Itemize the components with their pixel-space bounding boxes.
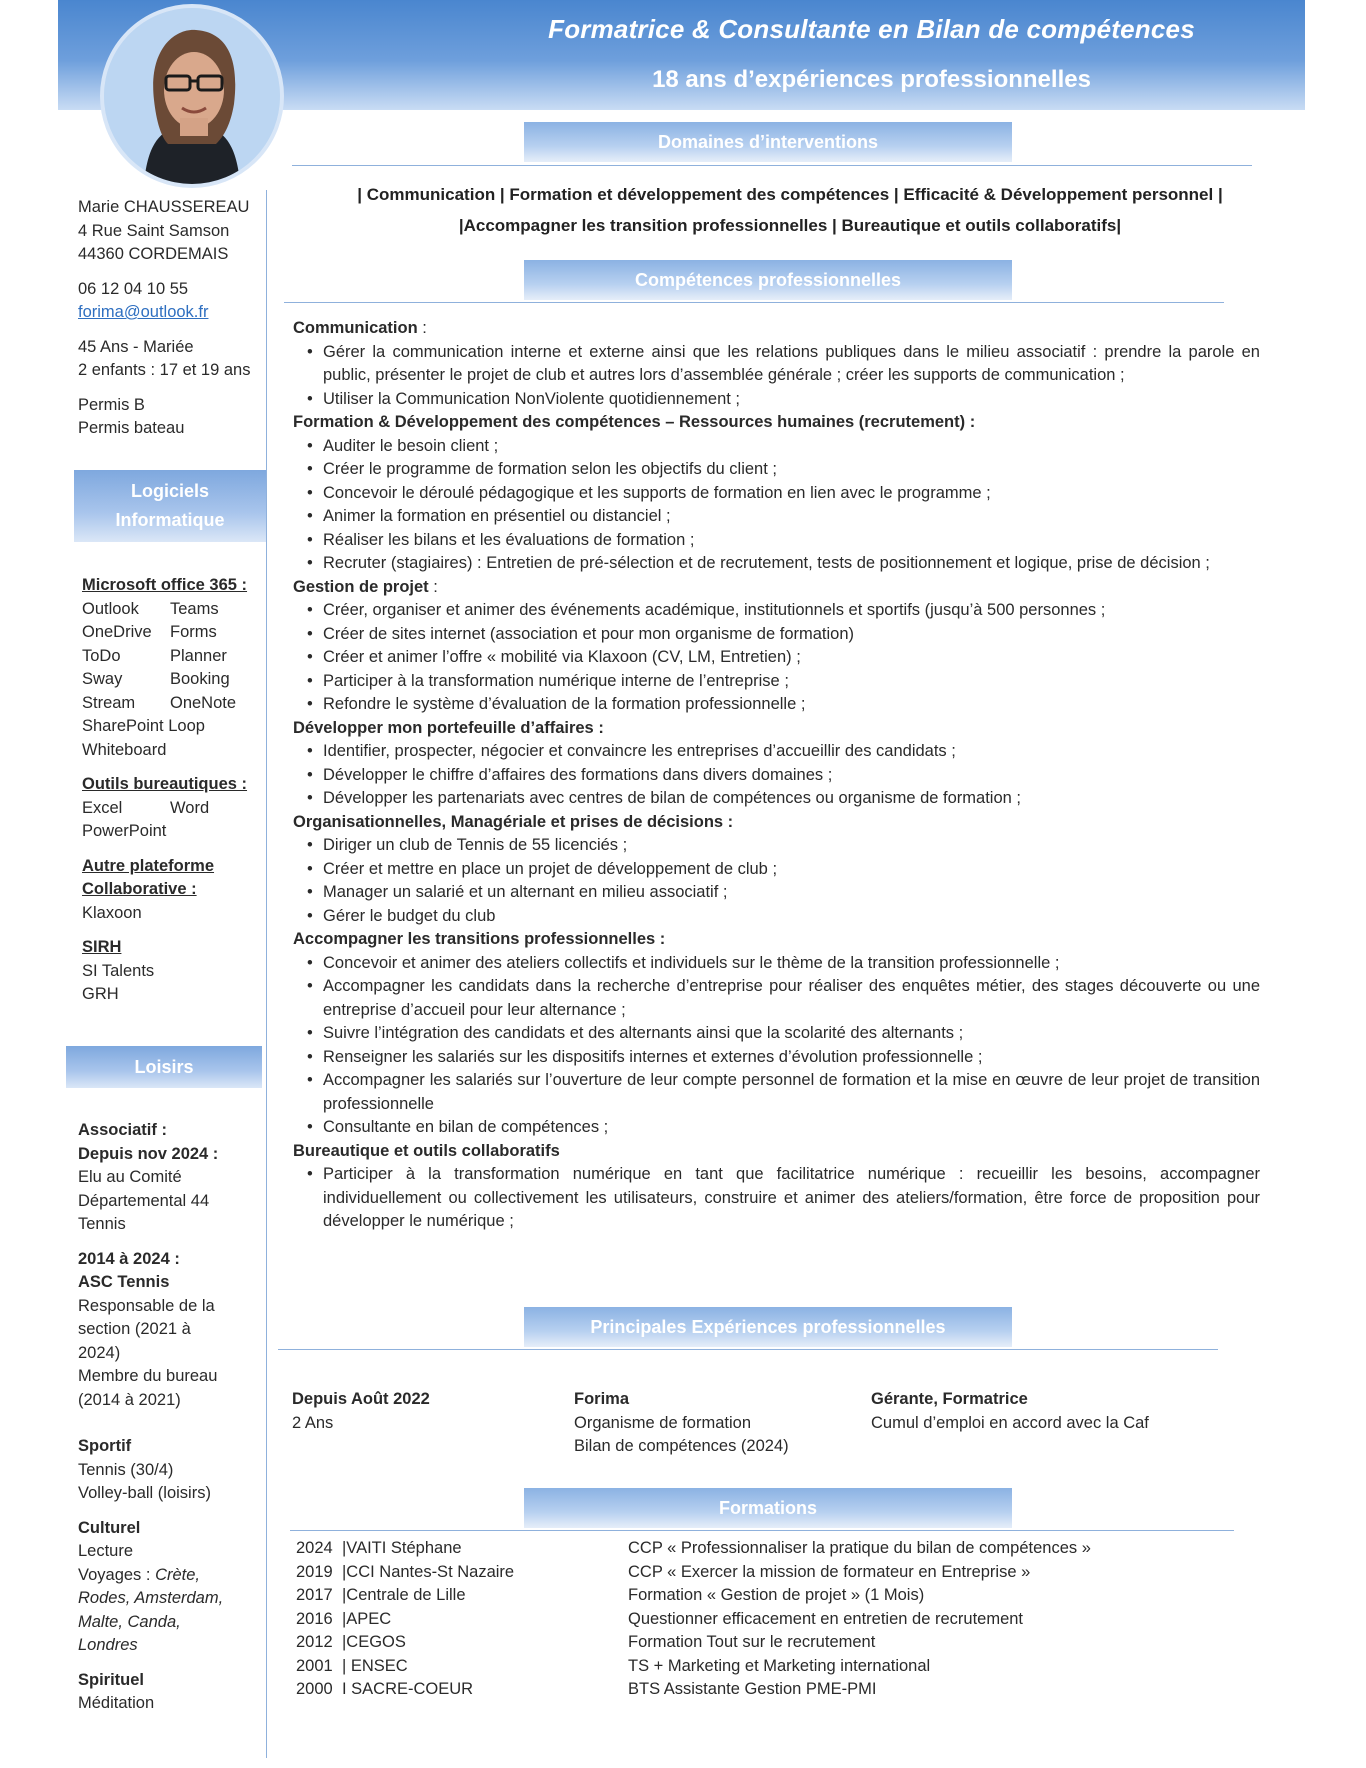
skill-category	[293, 576, 1260, 600]
skill-category	[293, 811, 1260, 835]
software-item: Planner	[170, 646, 227, 665]
experience-role: Gérante, Formatrice	[871, 1390, 1028, 1408]
formation-school: |APEC	[342, 1609, 392, 1628]
experience-role-detail: Cumul d’emploi en accord avec la Caf	[871, 1413, 1149, 1432]
software-item: GRH	[82, 985, 119, 1003]
sport-title: Sportif	[78, 1437, 132, 1455]
spirit-title: Spirituel	[78, 1670, 145, 1689]
formation-title: CCP « Exercer la mission de formateur en Entreprise »	[628, 1562, 1031, 1581]
skill-items	[293, 952, 1260, 1140]
formation-year: 2012	[296, 1633, 333, 1651]
skill-item: • Créer le programme de formation selon les objectifs du client ;	[323, 458, 1260, 482]
skill-item: • Manager un salarié et un alternant en milieu associatif ;	[323, 881, 1260, 905]
skill-items	[293, 1163, 1260, 1234]
skill-category-title: Accompagner les transitions professionnelles :	[293, 930, 666, 948]
leisure-line: Méditation	[78, 1694, 155, 1712]
software-item: Outlook	[82, 599, 139, 618]
contact-city: 44360 CORDEMAIS	[78, 245, 229, 263]
skill-item: • Animer la formation en présentiel ou distanciel ;	[323, 505, 1260, 529]
skill-category	[293, 1140, 1260, 1164]
formation-school: |CCI Nantes-St Nazaire	[342, 1562, 515, 1581]
skill-item: • Suivre l’intégration des candidats et des alternants ainsi que la scolarité des alternants ;	[323, 1022, 1260, 1046]
formation-school: |Centrale de Lille	[342, 1586, 466, 1604]
experience-company: Forima	[574, 1390, 630, 1408]
software-item: Klaxoon	[82, 903, 142, 922]
domains-heading: Domaines d’interventions	[524, 122, 1012, 162]
formation-title: TS + Marketing et Marketing international	[628, 1656, 931, 1675]
experience-rule	[278, 1349, 1218, 1350]
leisure-line: Lecture	[78, 1542, 134, 1560]
skill-item: • Auditer le besoin client ;	[323, 435, 1260, 459]
skill-category-title: Formation & Développement des compétences – Ressources humaines (recrutement) :	[293, 413, 976, 431]
software-block	[82, 574, 272, 1007]
skill-item: • Refondre le système d’évaluation de la formation professionnelle ;	[323, 693, 1260, 717]
leisure-line: Départemental 44	[78, 1191, 210, 1210]
avatar	[100, 4, 284, 188]
formation-year: 2001	[296, 1656, 333, 1675]
skill-category-suffix: :	[417, 319, 427, 337]
leisure-line: Rodes, Amsterdam,	[78, 1589, 224, 1607]
skills-list	[293, 317, 1260, 1234]
leisure-line: Malte, Canda,	[78, 1612, 181, 1631]
software-heading-line2: Informatique	[115, 510, 225, 530]
formation-row	[296, 1537, 1091, 1561]
contact-block	[78, 196, 268, 441]
skill-items	[293, 599, 1260, 717]
formation-school: I SACRE-COEUR	[342, 1680, 474, 1698]
portrait-illustration	[104, 8, 280, 184]
formation-title: BTS Assistante Gestion PME-PMI	[628, 1680, 877, 1698]
skill-item: • Accompagner les candidats dans la recherche d’entreprise pour réaliser des enquêtes métier, des stages découverte ou une entreprise d’accueil pour leur alternance ;	[323, 975, 1260, 1022]
ms-office-grid	[82, 598, 272, 716]
email-link[interactable]: forima@outlook.fr	[78, 303, 209, 321]
skills-rule	[284, 302, 1224, 303]
leisure-line	[78, 1564, 268, 1588]
skill-item: • Créer et animer l’offre « mobilité via Klaxoon (CV, LM, Entretien) ;	[323, 646, 1260, 670]
experience-date: Depuis Août 2022	[292, 1390, 430, 1408]
domains-line-2: |Accompagner les transition professionnelles | Bureautique et outils collaboratifs|	[458, 216, 1122, 235]
formation-title: Formation « Gestion de projet » (1 Mois)	[628, 1586, 925, 1604]
formation-row	[296, 1678, 1091, 1702]
skill-category-title: Communication	[293, 319, 418, 337]
software-item: Booking	[170, 670, 230, 688]
formation-title: Questionner efficacement en entretien de recrutement	[628, 1609, 1024, 1628]
software-item: Word	[170, 798, 210, 817]
skill-category	[293, 717, 1260, 741]
formation-school: |CEGOS	[342, 1633, 406, 1651]
software-item: Teams	[170, 599, 219, 618]
skill-category	[293, 928, 1260, 952]
domains-line-1: | Communication | Formation et développement des compétences | Efficacité & Développement personnel |	[357, 185, 1223, 204]
software-item: PowerPoint	[82, 822, 167, 840]
ms-office-title: Microsoft office 365 :	[82, 576, 248, 594]
software-item: SI Talents	[82, 961, 155, 980]
leisure-line: Responsable de la	[78, 1296, 215, 1315]
formation-row	[296, 1631, 1091, 1655]
software-item: Whiteboard	[82, 740, 167, 759]
assoc-since: Depuis nov 2024 :	[78, 1144, 219, 1163]
skill-items	[293, 435, 1260, 576]
software-item: ToDo	[82, 646, 121, 665]
skill-item: • Participer à la transformation numérique interne de l’entreprise ;	[323, 670, 1260, 694]
skill-items	[293, 834, 1260, 928]
skill-item: • Utiliser la Communication NonViolente quotidiennement ;	[323, 388, 1260, 412]
skill-item: • Créer, organiser et animer des événements académique, institutionnels et sportifs (jusqu’à 500 personnes ;	[323, 599, 1260, 623]
software-item: Forms	[170, 623, 217, 641]
formation-year: 2016	[296, 1609, 333, 1628]
skill-item: • Participer à la transformation numérique en tant que facilitatrice numérique : recueillir les besoins, accompagner individuellement ou collectivement les utilisateurs, construire et animer des ateliers/formation, être force de proposition pour développer le numérique ;	[323, 1163, 1260, 1234]
club-name: ASC Tennis	[78, 1273, 170, 1291]
experience-duration: 2 Ans	[292, 1413, 334, 1432]
leisure-line: 2024)	[78, 1343, 121, 1362]
skill-category-suffix: :	[428, 577, 438, 596]
skill-item: • Accompagner les salariés sur l’ouverture de leur compte personnel de formation et la mise en œuvre de leur projet de transition professionnelle	[323, 1069, 1260, 1116]
assoc-title: Associatif :	[78, 1121, 167, 1139]
experience-company-type: Organisme de formation	[574, 1413, 751, 1432]
formations-rule	[290, 1530, 1234, 1531]
collab-title-line1: Autre plateforme	[82, 856, 215, 875]
skill-category-title: Organisationnelles, Managériale et prises de décisions :	[293, 812, 734, 831]
software-item: OneDrive	[82, 623, 152, 641]
software-item: SharePoint Loop	[82, 717, 205, 735]
formation-year: 2019	[296, 1562, 333, 1581]
skill-item: • Renseigner les salariés sur les dispositifs internes et externes d’évolution professionnelle ;	[323, 1046, 1260, 1070]
formation-row	[296, 1584, 1091, 1608]
leisure-line: Tennis (30/4)	[78, 1460, 174, 1479]
experience-role-block	[871, 1388, 1149, 1435]
skill-category	[293, 317, 1260, 341]
sirh-title: SIRH	[82, 938, 122, 956]
skill-items	[293, 341, 1260, 412]
formation-year: 2000	[296, 1680, 333, 1698]
contact-street: 4 Rue Saint Samson	[78, 221, 230, 240]
skill-item: • Réaliser les bilans et les évaluations de formation ;	[323, 529, 1260, 553]
culture-title: Culturel	[78, 1518, 141, 1537]
software-heading	[74, 470, 266, 542]
software-item: Sway	[82, 670, 123, 688]
skill-item: • Identifier, prospecter, négocier et convaincre les entreprises d’accueillir des candidats ;	[323, 740, 1260, 764]
formations-heading: Formations	[524, 1488, 1012, 1528]
software-heading-line1: Logiciels	[130, 481, 210, 501]
voyages-places: Crète,	[155, 1565, 200, 1584]
leisure-line: Londres	[78, 1636, 138, 1654]
skill-item: • Gérer le budget du club	[323, 905, 1260, 929]
skill-item: • Concevoir et animer des ateliers collectifs et individuels sur le thème de la transition professionnelle ;	[323, 952, 1260, 976]
contact-name: Marie CHAUSSEREAU	[78, 198, 250, 216]
experience-company-block	[574, 1388, 789, 1459]
leisure-line: (2014 à 2021)	[78, 1390, 181, 1409]
formation-year: 2017	[296, 1586, 333, 1604]
office-tools-title: Outils bureautiques :	[82, 775, 248, 793]
formation-row	[296, 1655, 1091, 1679]
contact-children: 2 enfants : 17 et 19 ans	[78, 361, 251, 379]
formation-title: CCP « Professionnaliser la pratique du bilan de compétences »	[628, 1539, 1091, 1557]
formation-year: 2024	[296, 1539, 333, 1557]
software-item: Excel	[82, 798, 123, 817]
skill-item: • Diriger un club de Tennis de 55 licenciés ;	[323, 834, 1260, 858]
skill-category-title: Développer mon portefeuille d’affaires :	[293, 718, 604, 737]
leisure-heading: Loisirs	[66, 1046, 262, 1088]
leisure-block	[78, 1119, 268, 1716]
collab-title-line2: Collaborative :	[82, 880, 197, 898]
skills-heading: Compétences professionnelles	[524, 260, 1012, 300]
skill-category	[293, 411, 1260, 435]
page-subtitle: 18 ans d’expériences professionnelles	[652, 66, 1091, 93]
software-item: OneNote	[170, 693, 237, 712]
skill-item: • Développer les partenariats avec centres de bilan de compétences ou organisme de formation ;	[323, 787, 1260, 811]
contact-phone: 06 12 04 10 55	[78, 279, 189, 298]
voyages-label: Voyages :	[78, 1565, 156, 1584]
domains-rule	[292, 165, 1252, 166]
formation-school: | ENSEC	[342, 1656, 408, 1675]
skill-item: • Gérer la communication interne et externe ainsi que les relations publiques dans le milieu associatif : prendre la parole en public, présenter le projet de club et autres lors d’assemblée générale ; créer les supports de communication ;	[323, 341, 1260, 388]
skill-item: • Recruter (stagiaires) : Entretien de pré-sélection et de recrutement, tests de positionnement et logique, prise de décision ;	[323, 552, 1260, 576]
formation-row	[296, 1608, 1091, 1632]
contact-licence-boat: Permis bateau	[78, 419, 185, 437]
formation-school: |VAITI Stéphane	[342, 1539, 462, 1557]
contact-age: 45 Ans - Mariée	[78, 337, 194, 356]
office-tools-grid	[82, 797, 272, 821]
page-title: Formatrice & Consultante en Bilan de compétences	[548, 14, 1195, 44]
leisure-line: Volley-ball (loisirs)	[78, 1484, 211, 1502]
skill-item: • Consultante en bilan de compétences ;	[323, 1116, 1260, 1140]
formation-title: Formation Tout sur le recrutement	[628, 1633, 876, 1651]
skill-category-title: Gestion de projet	[293, 577, 429, 596]
formation-row	[296, 1561, 1091, 1585]
skill-item: • Concevoir le déroulé pédagogique et les supports de formation en lien avec le programme ;	[323, 482, 1260, 506]
leisure-line: Membre du bureau	[78, 1367, 218, 1385]
skill-items	[293, 740, 1260, 811]
club-period: 2014 à 2024 :	[78, 1249, 180, 1268]
contact-licence-b: Permis B	[78, 395, 145, 414]
skill-category-title: Bureautique et outils collaboratifs	[293, 1141, 560, 1160]
experience-heading: Principales Expériences professionnelles	[524, 1307, 1012, 1347]
skill-item: • Développer le chiffre d’affaires des formations dans divers domaines ;	[323, 764, 1260, 788]
skill-item: • Créer et mettre en place un projet de développement de club ;	[323, 858, 1260, 882]
skill-item: • Créer de sites internet (association et pour mon organisme de formation)	[323, 623, 1260, 647]
experience-company-detail: Bilan de compétences (2024)	[574, 1437, 789, 1455]
leisure-line: section (2021 à	[78, 1320, 191, 1338]
leisure-line: Elu au Comité	[78, 1168, 182, 1186]
leisure-line: Tennis	[78, 1215, 126, 1233]
formations-list	[296, 1537, 1091, 1702]
software-item: Stream	[82, 693, 136, 712]
experience-date-block	[292, 1388, 430, 1435]
